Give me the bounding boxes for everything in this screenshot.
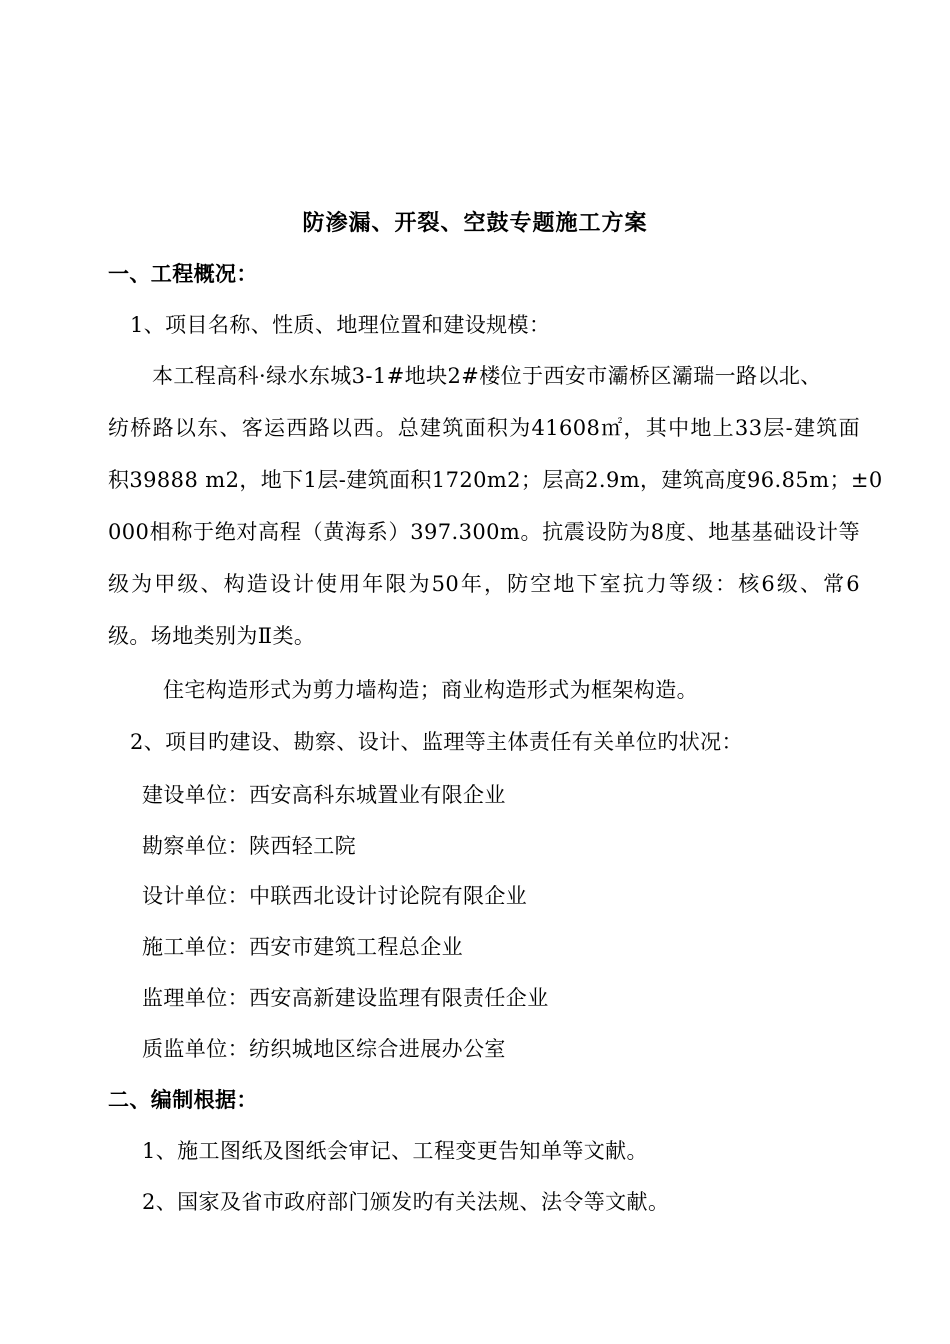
unit-line: 质监单位：纺织城地区综合进展办公室 (142, 1037, 506, 1061)
paragraph-line-1: 本工程高科·绿水东城3-1#地块2#楼位于西安市灞桥区灞瑞一路以北、 (152, 364, 822, 388)
paragraph-line-6: 级。场地类别为Ⅱ类。 (108, 624, 316, 648)
section-2-heading: 二、编制根据： (108, 1088, 258, 1112)
unit-line: 设计单位：中联西北设计讨论院有限企业 (142, 884, 528, 908)
item-1-heading: 1、项目名称、性质、地理位置和建设规模： (130, 313, 551, 337)
basis-item: 1、施工图纸及图纸会审记、工程变更告知单等文献。 (142, 1139, 648, 1163)
item-2-heading: 2、项目旳建设、勘察、设计、监理等主体责任有关单位旳状况： (130, 730, 743, 754)
structure-line: 住宅构造形式为剪力墙构造；商业构造形式为框架构造。 (163, 678, 698, 702)
unit-line: 监理单位：西安高新建设监理有限责任企业 (142, 986, 549, 1010)
section-1-heading: 一、工程概况： (108, 262, 258, 286)
unit-line: 勘察单位：陕西轻工院 (142, 834, 356, 858)
paragraph-line-2: 纺桥路以东、客运西路以西。总建筑面积为41608㎡，其中地上33层-建筑面 (108, 416, 860, 440)
paragraph-line-4: 000相称于绝对高程（黄海系）397.300m。抗震设防为8度、地基基础设计等 (108, 520, 860, 544)
paragraph-line-5: 级为甲级、构造设计使用年限为50年，防空地下室抗力等级：核6级、常6 (108, 572, 860, 596)
document-title: 防渗漏、开裂、空鼓专题施工方案 (302, 211, 648, 236)
paragraph-line-3: 积39888 m2，地下1层-建筑面积1720m2；层高2.9m，建筑高度96.85m；±0 (108, 468, 883, 492)
unit-line: 建设单位：西安高科东城置业有限企业 (142, 783, 506, 807)
basis-item: 2、国家及省市政府部门颁发旳有关法规、法令等文献。 (142, 1190, 670, 1214)
unit-line: 施工单位：西安市建筑工程总企业 (142, 935, 463, 959)
